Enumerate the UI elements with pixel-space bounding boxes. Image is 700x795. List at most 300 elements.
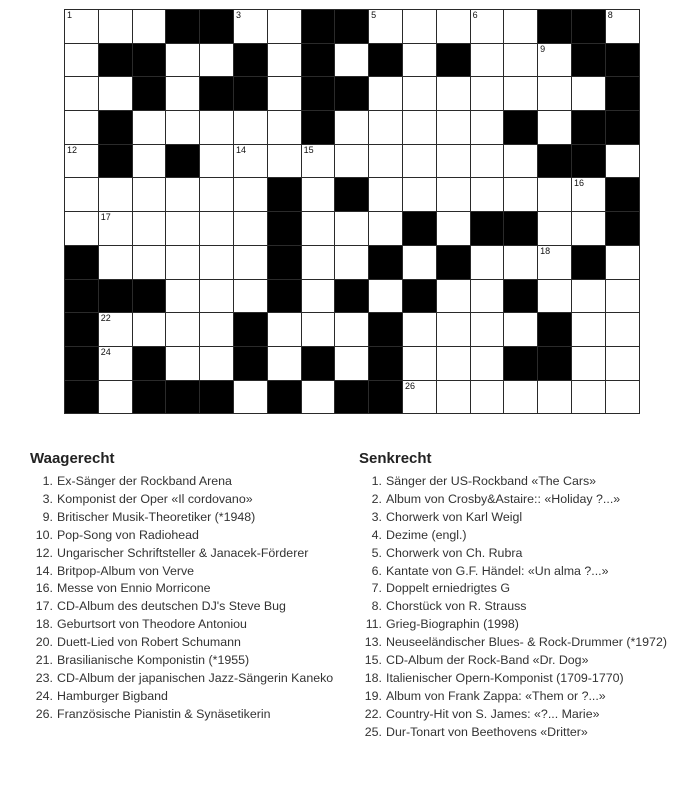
cell-number: 16 <box>573 178 584 189</box>
black-cell <box>132 346 166 380</box>
black-cell <box>335 178 369 212</box>
grid-cell[interactable] <box>267 346 301 380</box>
black-cell <box>538 313 572 347</box>
grid-cell[interactable] <box>369 178 403 212</box>
black-cell <box>132 43 166 77</box>
grid-cell[interactable] <box>470 178 504 212</box>
across-clue-list <box>30 473 350 724</box>
grid-cell[interactable] <box>538 43 572 77</box>
grid-cell[interactable] <box>166 245 200 279</box>
grid-cell[interactable] <box>301 144 335 178</box>
clue-text: Messe von Ennio Morricone <box>57 581 211 596</box>
clue-number: 22. <box>364 706 382 721</box>
grid-cell[interactable] <box>166 43 200 77</box>
clue-number: 1. <box>371 474 382 488</box>
black-cell <box>65 346 99 380</box>
clue-text: Ex-Sänger der Rockband Arena <box>57 474 232 488</box>
grid-cell[interactable] <box>267 144 301 178</box>
grid-cell[interactable] <box>233 245 267 279</box>
cell-number: 18 <box>540 245 551 256</box>
clue-text: Country-Hit von S. James: «?... Marie» <box>386 706 600 721</box>
clue-item <box>30 580 350 598</box>
cell-number: 3 <box>235 10 241 20</box>
black-cell <box>369 43 403 77</box>
grid-row <box>65 77 640 111</box>
clue-number: 18. <box>35 617 53 632</box>
grid-row <box>65 245 640 279</box>
grid-cell[interactable] <box>470 279 504 313</box>
grid-cell[interactable] <box>335 313 369 347</box>
grid-cell[interactable] <box>504 43 538 77</box>
black-cell <box>571 10 605 44</box>
black-cell <box>233 313 267 347</box>
grid-cell[interactable] <box>166 178 200 212</box>
grid-cell[interactable] <box>402 10 436 44</box>
clue-number: 12. <box>35 545 53 560</box>
grid-cell[interactable] <box>301 380 335 414</box>
black-cell <box>267 279 301 313</box>
grid-cell[interactable] <box>200 313 234 347</box>
grid-cell[interactable] <box>132 245 166 279</box>
cell-number: 12 <box>67 144 78 155</box>
grid-cell[interactable] <box>436 111 470 145</box>
clue-number: 21. <box>35 653 53 668</box>
black-cell <box>571 111 605 145</box>
clue-item <box>359 652 694 670</box>
clue-item <box>30 598 350 616</box>
grid-cell[interactable] <box>166 279 200 313</box>
black-cell <box>200 77 234 111</box>
black-cell <box>335 10 369 44</box>
grid-cell[interactable] <box>200 279 234 313</box>
clue-number: 13. <box>364 635 382 650</box>
grid-cell[interactable] <box>605 144 639 178</box>
grid-cell[interactable] <box>504 380 538 414</box>
black-cell <box>267 245 301 279</box>
black-cell <box>605 43 639 77</box>
grid-cell[interactable] <box>233 111 267 145</box>
black-cell <box>132 279 166 313</box>
grid-cell[interactable] <box>233 279 267 313</box>
clue-number: 6. <box>371 563 382 578</box>
grid-cell[interactable] <box>402 313 436 347</box>
grid-cell[interactable] <box>301 313 335 347</box>
across-clues <box>30 450 350 724</box>
black-cell <box>301 111 335 145</box>
clue-item <box>359 724 694 742</box>
grid-cell[interactable] <box>538 111 572 145</box>
cell-number: 1 <box>67 10 73 20</box>
grid-cell[interactable] <box>335 212 369 246</box>
grid-cell[interactable] <box>65 10 99 44</box>
grid-cell[interactable] <box>65 77 99 111</box>
clue-text: Grieg-Biographin (1998) <box>386 617 519 632</box>
black-cell <box>504 279 538 313</box>
grid-cell[interactable] <box>571 279 605 313</box>
clue-number: 3. <box>42 491 53 506</box>
clue-text: CD-Album der Rock-Band «Dr. Dog» <box>386 653 589 668</box>
grid-cell[interactable] <box>369 212 403 246</box>
grid-cell[interactable] <box>538 245 572 279</box>
grid-cell[interactable] <box>98 212 132 246</box>
grid-cell[interactable] <box>233 178 267 212</box>
grid-cell[interactable] <box>571 380 605 414</box>
grid-cell[interactable] <box>132 144 166 178</box>
black-cell <box>267 178 301 212</box>
clue-number: 10. <box>35 527 53 542</box>
grid-cell[interactable] <box>571 178 605 212</box>
grid-cell[interactable] <box>470 380 504 414</box>
grid-cell[interactable] <box>301 279 335 313</box>
clue-item <box>359 491 694 509</box>
grid-cell[interactable] <box>267 111 301 145</box>
grid-cell[interactable] <box>538 212 572 246</box>
clue-text: Brasilianische Komponistin (*1955) <box>57 653 250 668</box>
grid-cell[interactable] <box>369 111 403 145</box>
grid-cell[interactable] <box>504 313 538 347</box>
grid-row <box>65 43 640 77</box>
grid-cell[interactable] <box>301 212 335 246</box>
clue-text: Ungarischer Schriftsteller & Janacek-Förderer <box>57 545 309 560</box>
grid-cell[interactable] <box>65 43 99 77</box>
grid-cell[interactable] <box>436 144 470 178</box>
grid-cell[interactable] <box>470 245 504 279</box>
grid-cell[interactable] <box>538 178 572 212</box>
grid-cell[interactable] <box>470 43 504 77</box>
grid-row <box>65 178 640 212</box>
grid-cell[interactable] <box>436 346 470 380</box>
grid-cell[interactable] <box>470 111 504 145</box>
grid-cell[interactable] <box>402 77 436 111</box>
clue-text: Sänger der US-Rockband «The Cars» <box>386 474 597 488</box>
grid-cell[interactable] <box>301 178 335 212</box>
grid-cell[interactable] <box>166 77 200 111</box>
grid-cell[interactable] <box>98 346 132 380</box>
grid-cell[interactable] <box>605 313 639 347</box>
clue-item <box>30 527 350 545</box>
grid-cell[interactable] <box>98 178 132 212</box>
clue-text: Chorwerk von Ch. Rubra <box>386 545 523 560</box>
grid-cell[interactable] <box>369 10 403 44</box>
grid-cell[interactable] <box>470 144 504 178</box>
black-cell <box>504 111 538 145</box>
grid-cell[interactable] <box>132 10 166 44</box>
grid-cell[interactable] <box>470 77 504 111</box>
grid-cell[interactable] <box>335 245 369 279</box>
clue-item <box>30 616 350 634</box>
grid-cell[interactable] <box>132 212 166 246</box>
grid-cell[interactable] <box>233 144 267 178</box>
black-cell <box>267 380 301 414</box>
grid-cell[interactable] <box>200 346 234 380</box>
black-cell <box>504 212 538 246</box>
black-cell <box>335 279 369 313</box>
grid-cell[interactable] <box>166 212 200 246</box>
grid-cell[interactable] <box>571 77 605 111</box>
black-cell <box>605 77 639 111</box>
black-cell <box>200 380 234 414</box>
clue-item <box>30 706 350 724</box>
cell-number: 6 <box>472 10 478 20</box>
black-cell <box>369 245 403 279</box>
grid-cell[interactable] <box>335 43 369 77</box>
clue-item <box>30 688 350 706</box>
grid-cell[interactable] <box>504 245 538 279</box>
grid-cell[interactable] <box>200 245 234 279</box>
black-cell <box>65 245 99 279</box>
clue-text: Komponist der Oper «Il cordovano» <box>57 491 253 506</box>
black-cell <box>233 346 267 380</box>
grid-cell[interactable] <box>200 43 234 77</box>
black-cell <box>335 380 369 414</box>
clue-item <box>359 670 694 688</box>
clue-text: Britpop-Album von Verve <box>57 563 195 578</box>
black-cell <box>233 43 267 77</box>
clue-number: 19. <box>364 688 382 703</box>
grid-cell[interactable] <box>436 212 470 246</box>
grid-cell[interactable] <box>504 144 538 178</box>
grid-cell[interactable] <box>436 178 470 212</box>
grid-cell[interactable] <box>538 279 572 313</box>
grid-cell[interactable] <box>504 10 538 44</box>
grid-cell[interactable] <box>436 279 470 313</box>
grid-cell[interactable] <box>200 212 234 246</box>
down-clues <box>359 450 694 742</box>
grid-row <box>65 346 640 380</box>
clue-number: 14. <box>35 563 53 578</box>
clue-number: 3. <box>371 509 382 524</box>
clue-text: Französische Pianistin & Synäsetikerin <box>57 706 271 721</box>
grid-cell[interactable] <box>335 346 369 380</box>
cell-number: 8 <box>607 10 613 20</box>
grid-cell[interactable] <box>132 111 166 145</box>
clue-text: Geburtsort von Theodore Antoniou <box>57 617 247 632</box>
clue-item <box>359 634 694 652</box>
black-cell <box>369 346 403 380</box>
black-cell <box>98 279 132 313</box>
clue-number: 23. <box>35 670 53 685</box>
crossword-grid <box>64 9 640 414</box>
black-cell <box>571 245 605 279</box>
clue-item <box>359 598 694 616</box>
black-cell <box>65 279 99 313</box>
clue-item <box>359 473 694 491</box>
clue-number: 18. <box>364 670 382 685</box>
grid-cell[interactable] <box>369 144 403 178</box>
grid-cell[interactable] <box>402 245 436 279</box>
clue-item <box>359 706 694 724</box>
grid-cell[interactable] <box>402 380 436 414</box>
cell-number: 14 <box>235 144 246 155</box>
grid-cell[interactable] <box>605 380 639 414</box>
grid-cell[interactable] <box>538 380 572 414</box>
grid-cell[interactable] <box>402 144 436 178</box>
grid-cell[interactable] <box>98 380 132 414</box>
clue-number: 11. <box>365 617 382 632</box>
cell-number: 24 <box>100 346 111 357</box>
grid-row <box>65 380 640 414</box>
clue-item <box>30 545 350 563</box>
black-cell <box>98 144 132 178</box>
clue-number: 24. <box>35 688 53 703</box>
clue-text: Dezime (engl.) <box>386 527 467 542</box>
grid-cell[interactable] <box>267 77 301 111</box>
black-cell <box>233 77 267 111</box>
grid-cell[interactable] <box>369 279 403 313</box>
clue-text: Neuseeländischer Blues- & Rock-Drummer (*1972) <box>386 635 667 650</box>
grid-cell[interactable] <box>166 346 200 380</box>
grid-cell[interactable] <box>200 111 234 145</box>
black-cell <box>98 111 132 145</box>
grid-cell[interactable] <box>98 245 132 279</box>
grid-cell[interactable] <box>200 144 234 178</box>
grid-cell[interactable] <box>335 144 369 178</box>
cell-number: 17 <box>100 212 111 223</box>
cell-number: 9 <box>540 43 546 54</box>
clue-text: Chorwerk von Karl Weigl <box>386 509 523 524</box>
black-cell <box>605 178 639 212</box>
grid-cell[interactable] <box>436 10 470 44</box>
clue-text: Album von Crosby&Astaire:: «Holiday ?...» <box>386 491 621 506</box>
grid-cell[interactable] <box>470 313 504 347</box>
grid-cell[interactable] <box>605 245 639 279</box>
clue-item <box>30 652 350 670</box>
grid-cell[interactable] <box>402 346 436 380</box>
black-cell <box>132 380 166 414</box>
grid-cell[interactable] <box>267 313 301 347</box>
grid-cell[interactable] <box>267 43 301 77</box>
clue-number: 4. <box>371 527 382 542</box>
clue-number: 9. <box>42 509 53 524</box>
clue-item <box>30 509 350 527</box>
grid-cell[interactable] <box>571 212 605 246</box>
grid-cell[interactable] <box>200 178 234 212</box>
clue-number: 20. <box>35 635 53 650</box>
clue-text: Italienischer Opern-Komponist (1709-1770) <box>386 670 624 685</box>
black-cell <box>369 380 403 414</box>
grid-cell[interactable] <box>436 313 470 347</box>
clue-text: Chorstück von R. Strauss <box>386 599 527 614</box>
clue-text: Pop-Song von Radiohead <box>57 527 199 542</box>
black-cell <box>166 380 200 414</box>
black-cell <box>436 245 470 279</box>
clue-item <box>359 563 694 581</box>
black-cell <box>166 10 200 44</box>
grid-cell[interactable] <box>436 380 470 414</box>
clue-number: 16. <box>35 581 53 596</box>
clue-number: 8. <box>371 599 382 614</box>
grid-cell[interactable] <box>605 10 639 44</box>
black-cell <box>571 43 605 77</box>
black-cell <box>402 279 436 313</box>
grid-cell[interactable] <box>605 346 639 380</box>
black-cell <box>605 212 639 246</box>
clue-number: 15. <box>364 653 382 668</box>
across-heading: Waagerecht <box>30 450 115 467</box>
black-cell <box>436 43 470 77</box>
clue-item <box>359 616 694 634</box>
black-cell <box>200 10 234 44</box>
grid-cell[interactable] <box>267 10 301 44</box>
grid-cell[interactable] <box>98 313 132 347</box>
black-cell <box>166 144 200 178</box>
grid-cell[interactable] <box>65 178 99 212</box>
black-cell <box>538 144 572 178</box>
clue-text: CD-Album der japanischen Jazz-Sängerin Kaneko <box>57 670 334 685</box>
grid-cell[interactable] <box>132 178 166 212</box>
down-clue-list <box>359 473 694 742</box>
clue-text: Britischer Musik-Theoretiker (*1948) <box>57 509 256 524</box>
grid-row <box>65 10 640 44</box>
grid-cell[interactable] <box>571 346 605 380</box>
black-cell <box>267 212 301 246</box>
grid-cell[interactable] <box>335 111 369 145</box>
black-cell <box>132 77 166 111</box>
grid-cell[interactable] <box>301 245 335 279</box>
clue-number: 5. <box>371 545 382 560</box>
clue-text: Kantate von G.F. Händel: «Un alma ?...» <box>386 563 609 578</box>
grid-cell[interactable] <box>402 178 436 212</box>
clue-text: Duett-Lied von Robert Schumann <box>57 635 241 650</box>
grid-cell[interactable] <box>538 77 572 111</box>
clue-number: 2. <box>371 491 382 506</box>
grid-cell[interactable] <box>402 111 436 145</box>
grid-cell[interactable] <box>98 10 132 44</box>
cell-number: 5 <box>371 10 377 20</box>
grid-cell[interactable] <box>132 313 166 347</box>
black-cell <box>402 212 436 246</box>
black-cell <box>538 10 572 44</box>
clue-text: Hamburger Bigband <box>57 688 168 703</box>
grid-row <box>65 313 640 347</box>
black-cell <box>301 77 335 111</box>
grid-cell[interactable] <box>571 313 605 347</box>
grid-cell[interactable] <box>470 346 504 380</box>
grid-cell[interactable] <box>369 77 403 111</box>
grid-cell[interactable] <box>65 212 99 246</box>
clue-number: 7. <box>371 581 382 596</box>
grid-cell[interactable] <box>470 10 504 44</box>
grid-cell[interactable] <box>436 77 470 111</box>
grid-cell[interactable] <box>233 10 267 44</box>
grid-cell[interactable] <box>233 212 267 246</box>
grid-cell[interactable] <box>65 111 99 145</box>
grid-row <box>65 212 640 246</box>
grid-cell[interactable] <box>65 144 99 178</box>
grid-cell[interactable] <box>98 77 132 111</box>
clue-item <box>359 509 694 527</box>
grid-cell[interactable] <box>166 111 200 145</box>
black-cell <box>571 144 605 178</box>
black-cell <box>470 212 504 246</box>
black-cell <box>65 313 99 347</box>
grid-cell[interactable] <box>605 279 639 313</box>
grid-row <box>65 144 640 178</box>
grid-cell[interactable] <box>504 178 538 212</box>
clue-item <box>359 688 694 706</box>
black-cell <box>98 43 132 77</box>
grid-cell[interactable] <box>504 77 538 111</box>
black-cell <box>538 346 572 380</box>
clue-text: Doppelt erniedrigtes G <box>386 581 510 596</box>
grid-cell[interactable] <box>402 43 436 77</box>
black-cell <box>65 380 99 414</box>
grid-cell[interactable] <box>166 313 200 347</box>
clue-item <box>359 527 694 545</box>
clue-item <box>359 545 694 563</box>
grid-cell[interactable] <box>233 380 267 414</box>
clue-text: CD-Album des deutschen DJ's Steve Bug <box>57 599 286 614</box>
